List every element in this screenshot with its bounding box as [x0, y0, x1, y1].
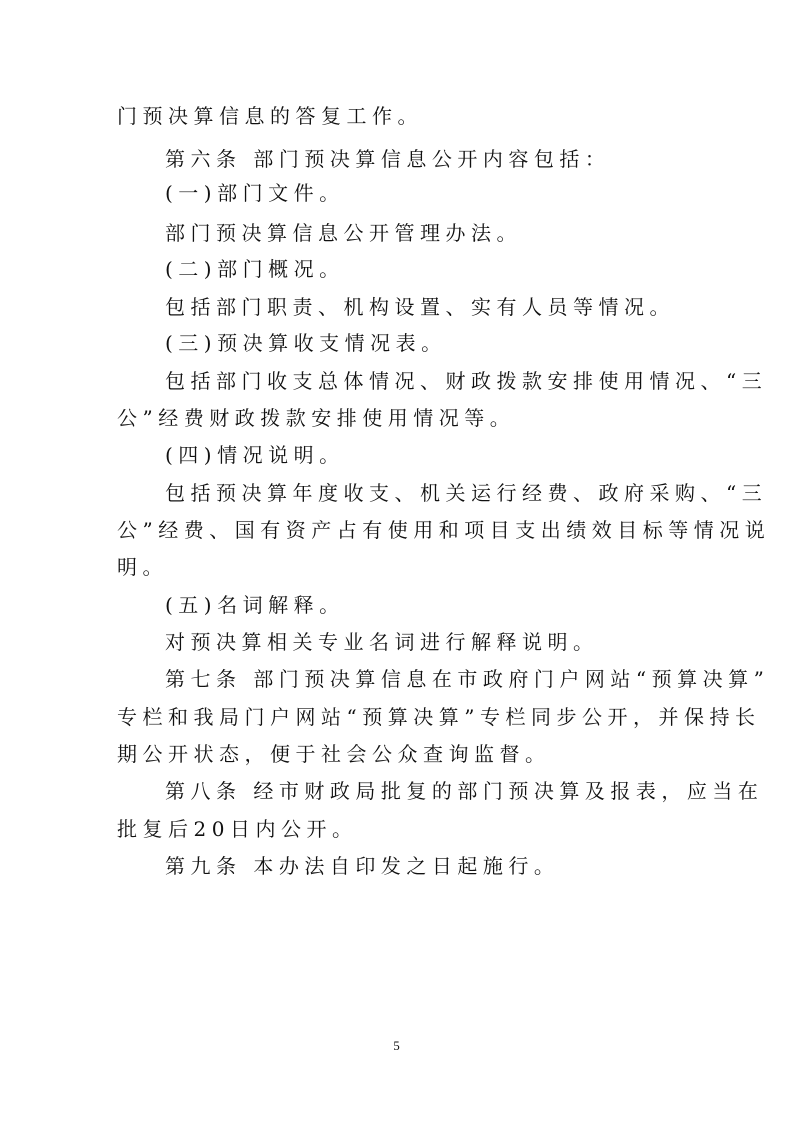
- item-3-text-line-2: 公”经费财政拨款安排使用情况等。: [117, 406, 516, 430]
- item-4-text-line-2: 公”经费、国有资产占有使用和项目支出绩效目标等情况说: [117, 518, 771, 542]
- item-2-heading: (二)部门概况。: [165, 257, 345, 281]
- item-3-heading: (三)预决算收支情况表。: [165, 331, 447, 355]
- item-4-text-line-3: 明。: [117, 555, 168, 579]
- item-1-text: 部门预决算信息公开管理办法。: [165, 221, 522, 245]
- item-5-heading: (五)名词解释。: [165, 593, 345, 617]
- article-8-line-2: 批复后20日内公开。: [117, 817, 358, 841]
- item-1-heading: (一)部门文件。: [165, 181, 345, 205]
- article-8-line-1: 第八条 经市财政局批复的部门预决算及报表，应当在: [165, 779, 764, 803]
- item-5-text: 对预决算相关专业名词进行解释说明。: [165, 630, 599, 654]
- article-7-line-1: 第七条 部门预决算信息在市政府门户网站“预算决算”: [165, 667, 770, 691]
- item-2-text: 包括部门职责、机构设置、实有人员等情况。: [165, 295, 675, 319]
- article-7-line-2: 专栏和我局门户网站“预算决算”专栏同步公开，并保持长: [117, 705, 761, 729]
- item-4-text-line-1: 包括预决算年度收支、机关运行经费、政府采购、“三: [165, 481, 768, 505]
- text-line-1: 门预决算信息的答复工作。: [117, 104, 423, 128]
- article-9: 第九条 本办法自印发之日起施行。: [165, 854, 560, 878]
- article-6-heading: 第六条 部门预决算信息公开内容包括：: [165, 147, 611, 171]
- item-3-text-line-1: 包括部门收支总体情况、财政拨款安排使用情况、“三: [165, 369, 768, 393]
- page-number: 5: [393, 1038, 400, 1053]
- article-7-line-3: 期公开状态，便于社会公众查询监督。: [117, 742, 551, 766]
- item-4-heading: (四)情况说明。: [165, 443, 345, 467]
